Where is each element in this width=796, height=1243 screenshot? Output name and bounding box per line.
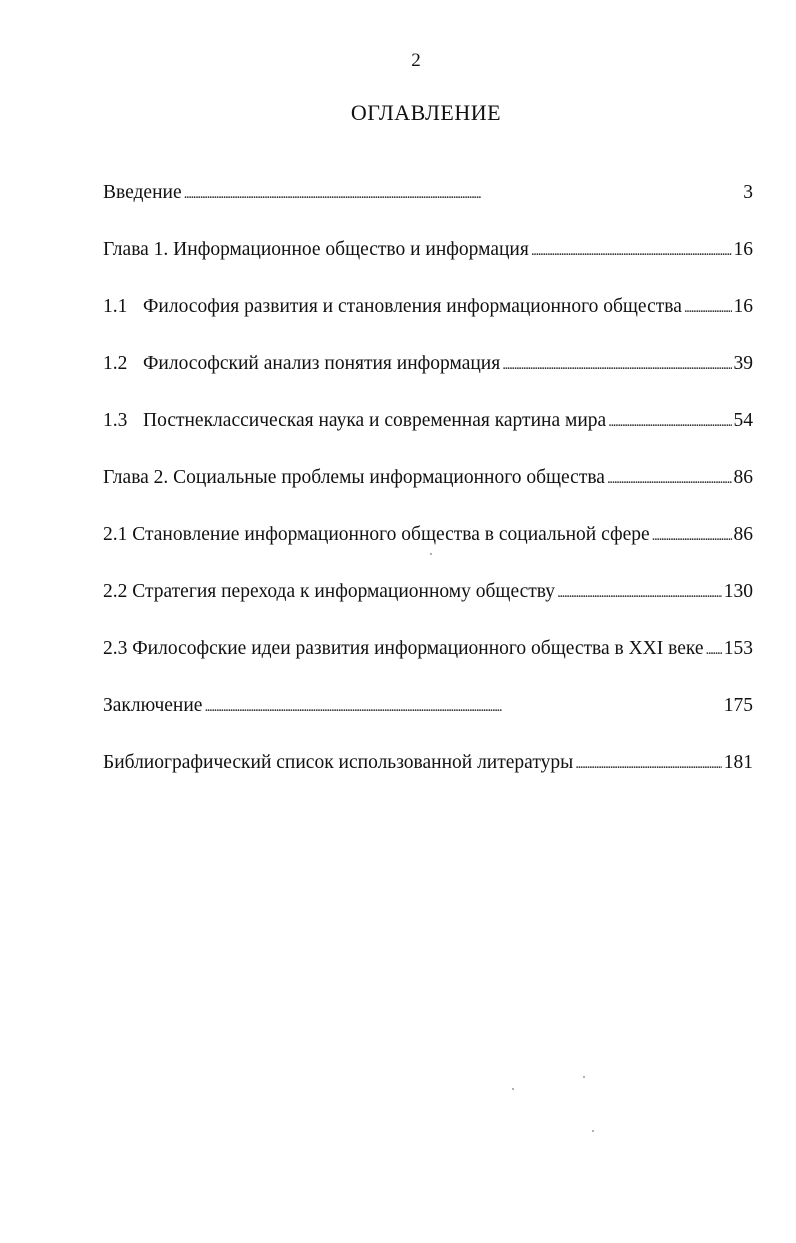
toc-entry-2-3 [103,638,753,695]
dot-leader [184,182,742,204]
toc-entry-label: 2.1 Становление информационного общества в социальной сфере [103,524,650,545]
dot-leader [204,695,721,717]
toc-entry-page: 16 [733,239,753,260]
toc-entry-label [103,296,682,318]
toc-entry-label: Библиографический список использованной литературы [103,752,574,773]
toc-entry-label: Введение [103,182,182,203]
page-number: 2 [411,50,421,71]
scan-speck [512,1088,514,1090]
dot-leader [607,467,732,489]
toc-entry-page: 130 [723,581,753,602]
toc-entry-2-1 [103,524,753,581]
toc-entry-label [103,410,606,432]
toc-entry-1-1 [103,296,753,353]
toc-entry-label: Заключение [103,695,203,716]
toc-entry-label [103,353,500,375]
toc-entry-2-2 [103,581,753,638]
table-of-contents [103,182,753,809]
toc-entry-page: 86 [733,524,753,545]
toc-title: ОГЛАВЛЕНИЕ [350,100,502,125]
toc-entry-page: 39 [733,353,753,374]
dot-leader [531,239,732,261]
toc-entry-page: 86 [733,467,753,488]
dot-leader [706,638,722,660]
dot-leader [608,410,731,432]
scan-speck [592,1130,594,1132]
toc-entry-page: 181 [723,752,753,773]
toc-entry-1-2 [103,353,753,410]
toc-entry-label: 2.2 Стратегия перехода к информационному обществу [103,581,556,602]
scan-speck [430,553,432,555]
toc-entry-label: 2.3 Философские идеи развития информационного общества в XXI веке [103,638,704,659]
toc-entry-text: Философский анализ понятия информация [143,353,501,374]
toc-entry-label: Глава 1. Информационное общество и информация [103,239,529,260]
toc-entry-page: 16 [733,296,753,317]
toc-entry-intro [103,182,753,239]
dot-leader [652,524,732,546]
toc-entry-text: Постнеклассическая наука и современная картина мира [143,410,607,431]
toc-entry-page: 3 [743,182,753,203]
toc-entry-conclusion [103,695,753,752]
toc-entry-number: 1.1 [103,296,128,317]
toc-entry-chapter-1 [103,239,753,296]
toc-entry-label: Глава 2. Социальные проблемы информационного общества [103,467,605,488]
scan-speck [583,1076,585,1078]
toc-entry-page: 153 [723,638,753,659]
toc-entry-1-3 [103,410,753,467]
dot-leader [575,752,722,774]
toc-entry-text: Философия развития и становления информационного общества [143,296,682,317]
toc-entry-bibliography [103,752,753,809]
toc-entry-number: 1.3 [103,410,128,431]
dot-leader [502,353,731,375]
toc-entry-page: 175 [723,695,753,716]
toc-entry-number: 1.2 [103,353,128,374]
dot-leader [557,581,722,603]
dot-leader [684,296,732,318]
toc-entry-page: 54 [733,410,753,431]
toc-entry-chapter-2 [103,467,753,524]
